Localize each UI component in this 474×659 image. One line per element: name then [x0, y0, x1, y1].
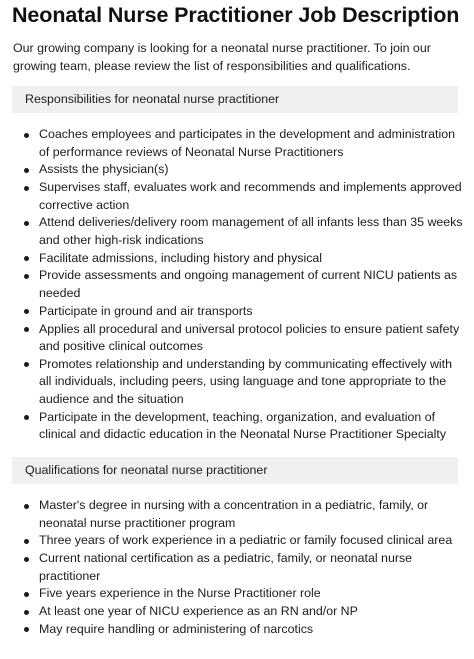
bullet-icon	[24, 592, 29, 597]
bullet-icon	[24, 186, 29, 191]
list-item	[22, 409, 466, 444]
list-item-text: Supervises staff, evaluates work and recommends and implements approved corrective action	[39, 180, 462, 212]
list-item-text: Five years experience in the Nurse Practitioner role	[39, 586, 321, 601]
qualifications-list	[22, 497, 466, 639]
bullet-icon	[24, 256, 29, 261]
list-item	[22, 321, 466, 356]
bullet-icon	[24, 221, 29, 226]
list-item-text: Participate in ground and air transports	[39, 303, 253, 318]
list-item-text: Attend deliveries/delivery room management of all infants less than 35 weeks and other high-risk indications	[39, 215, 463, 247]
list-item	[22, 356, 466, 409]
list-item-text: Current national certification as a pediatric, family, or neonatal nurse practitioner	[39, 551, 413, 583]
list-item-text: May require handling or administering of narcotics	[39, 621, 314, 636]
bullet-icon	[24, 415, 29, 420]
list-item-text: Facilitate admissions, including history and physical	[39, 250, 323, 265]
page-title: Neonatal Nurse Practitioner Job Description	[12, 3, 460, 27]
bullet-icon	[24, 557, 29, 562]
bullet-icon	[24, 309, 29, 314]
list-item	[22, 179, 466, 214]
bullet-icon	[24, 504, 29, 509]
list-item-text: Coaches employees and participates in the development and administration of performance reviews of Neonatal Nurse Practitioners	[39, 127, 456, 159]
list-item	[22, 161, 466, 179]
responsibilities-heading: Responsibilities for neonatal nurse practitioner	[12, 86, 458, 113]
list-item-text: At least one year of NICU experience as an RN and/or NP	[39, 604, 358, 619]
list-item	[22, 532, 466, 550]
list-item-text: Provide assessments and ongoing management of current NICU patients as needed	[39, 268, 458, 300]
bullet-icon	[24, 362, 29, 367]
list-item	[22, 550, 466, 585]
list-item	[22, 303, 466, 321]
list-item-text: Participate in the development, teaching, organization, and evaluation of clinical and didactic education in the Neonatal Nurse Practitioner Specialty	[39, 409, 447, 442]
list-item-text: Promotes relationship and understanding by communicating effectively with all individuals, including peers, using language and tone appropriate to the audience and the situation	[39, 356, 453, 406]
list-item	[22, 497, 466, 532]
responsibilities-list	[22, 126, 466, 444]
bullet-icon	[24, 627, 29, 632]
intro-text: Our growing company is looking for a neonatal nurse practitioner. To join our growing team, please review the list of responsibilities and qualifications.	[13, 41, 431, 73]
list-item	[22, 585, 466, 603]
list-item	[22, 603, 466, 621]
list-item-text: Assists the physician(s)	[39, 162, 169, 177]
list-item	[22, 267, 466, 302]
list-item	[22, 621, 466, 639]
bullet-icon	[24, 327, 29, 332]
list-item	[22, 214, 466, 249]
bullet-icon	[24, 168, 29, 173]
bullet-icon	[24, 610, 29, 615]
bullet-icon	[24, 133, 29, 138]
list-item	[22, 126, 466, 161]
bullet-icon	[24, 274, 29, 279]
list-item-text: Applies all procedural and universal protocol policies to ensure patient safety and positive clinical outcomes	[39, 321, 460, 354]
qualifications-heading: Qualifications for neonatal nurse practitioner	[12, 457, 458, 484]
bullet-icon	[24, 539, 29, 544]
list-item-text: Three years of work experience in a pediatric or family focused clinical area	[39, 533, 453, 548]
list-item-text: Master's degree in nursing with a concentration in a pediatric, family, or neonatal nurse practitioner program	[39, 498, 429, 530]
list-item	[22, 250, 466, 268]
